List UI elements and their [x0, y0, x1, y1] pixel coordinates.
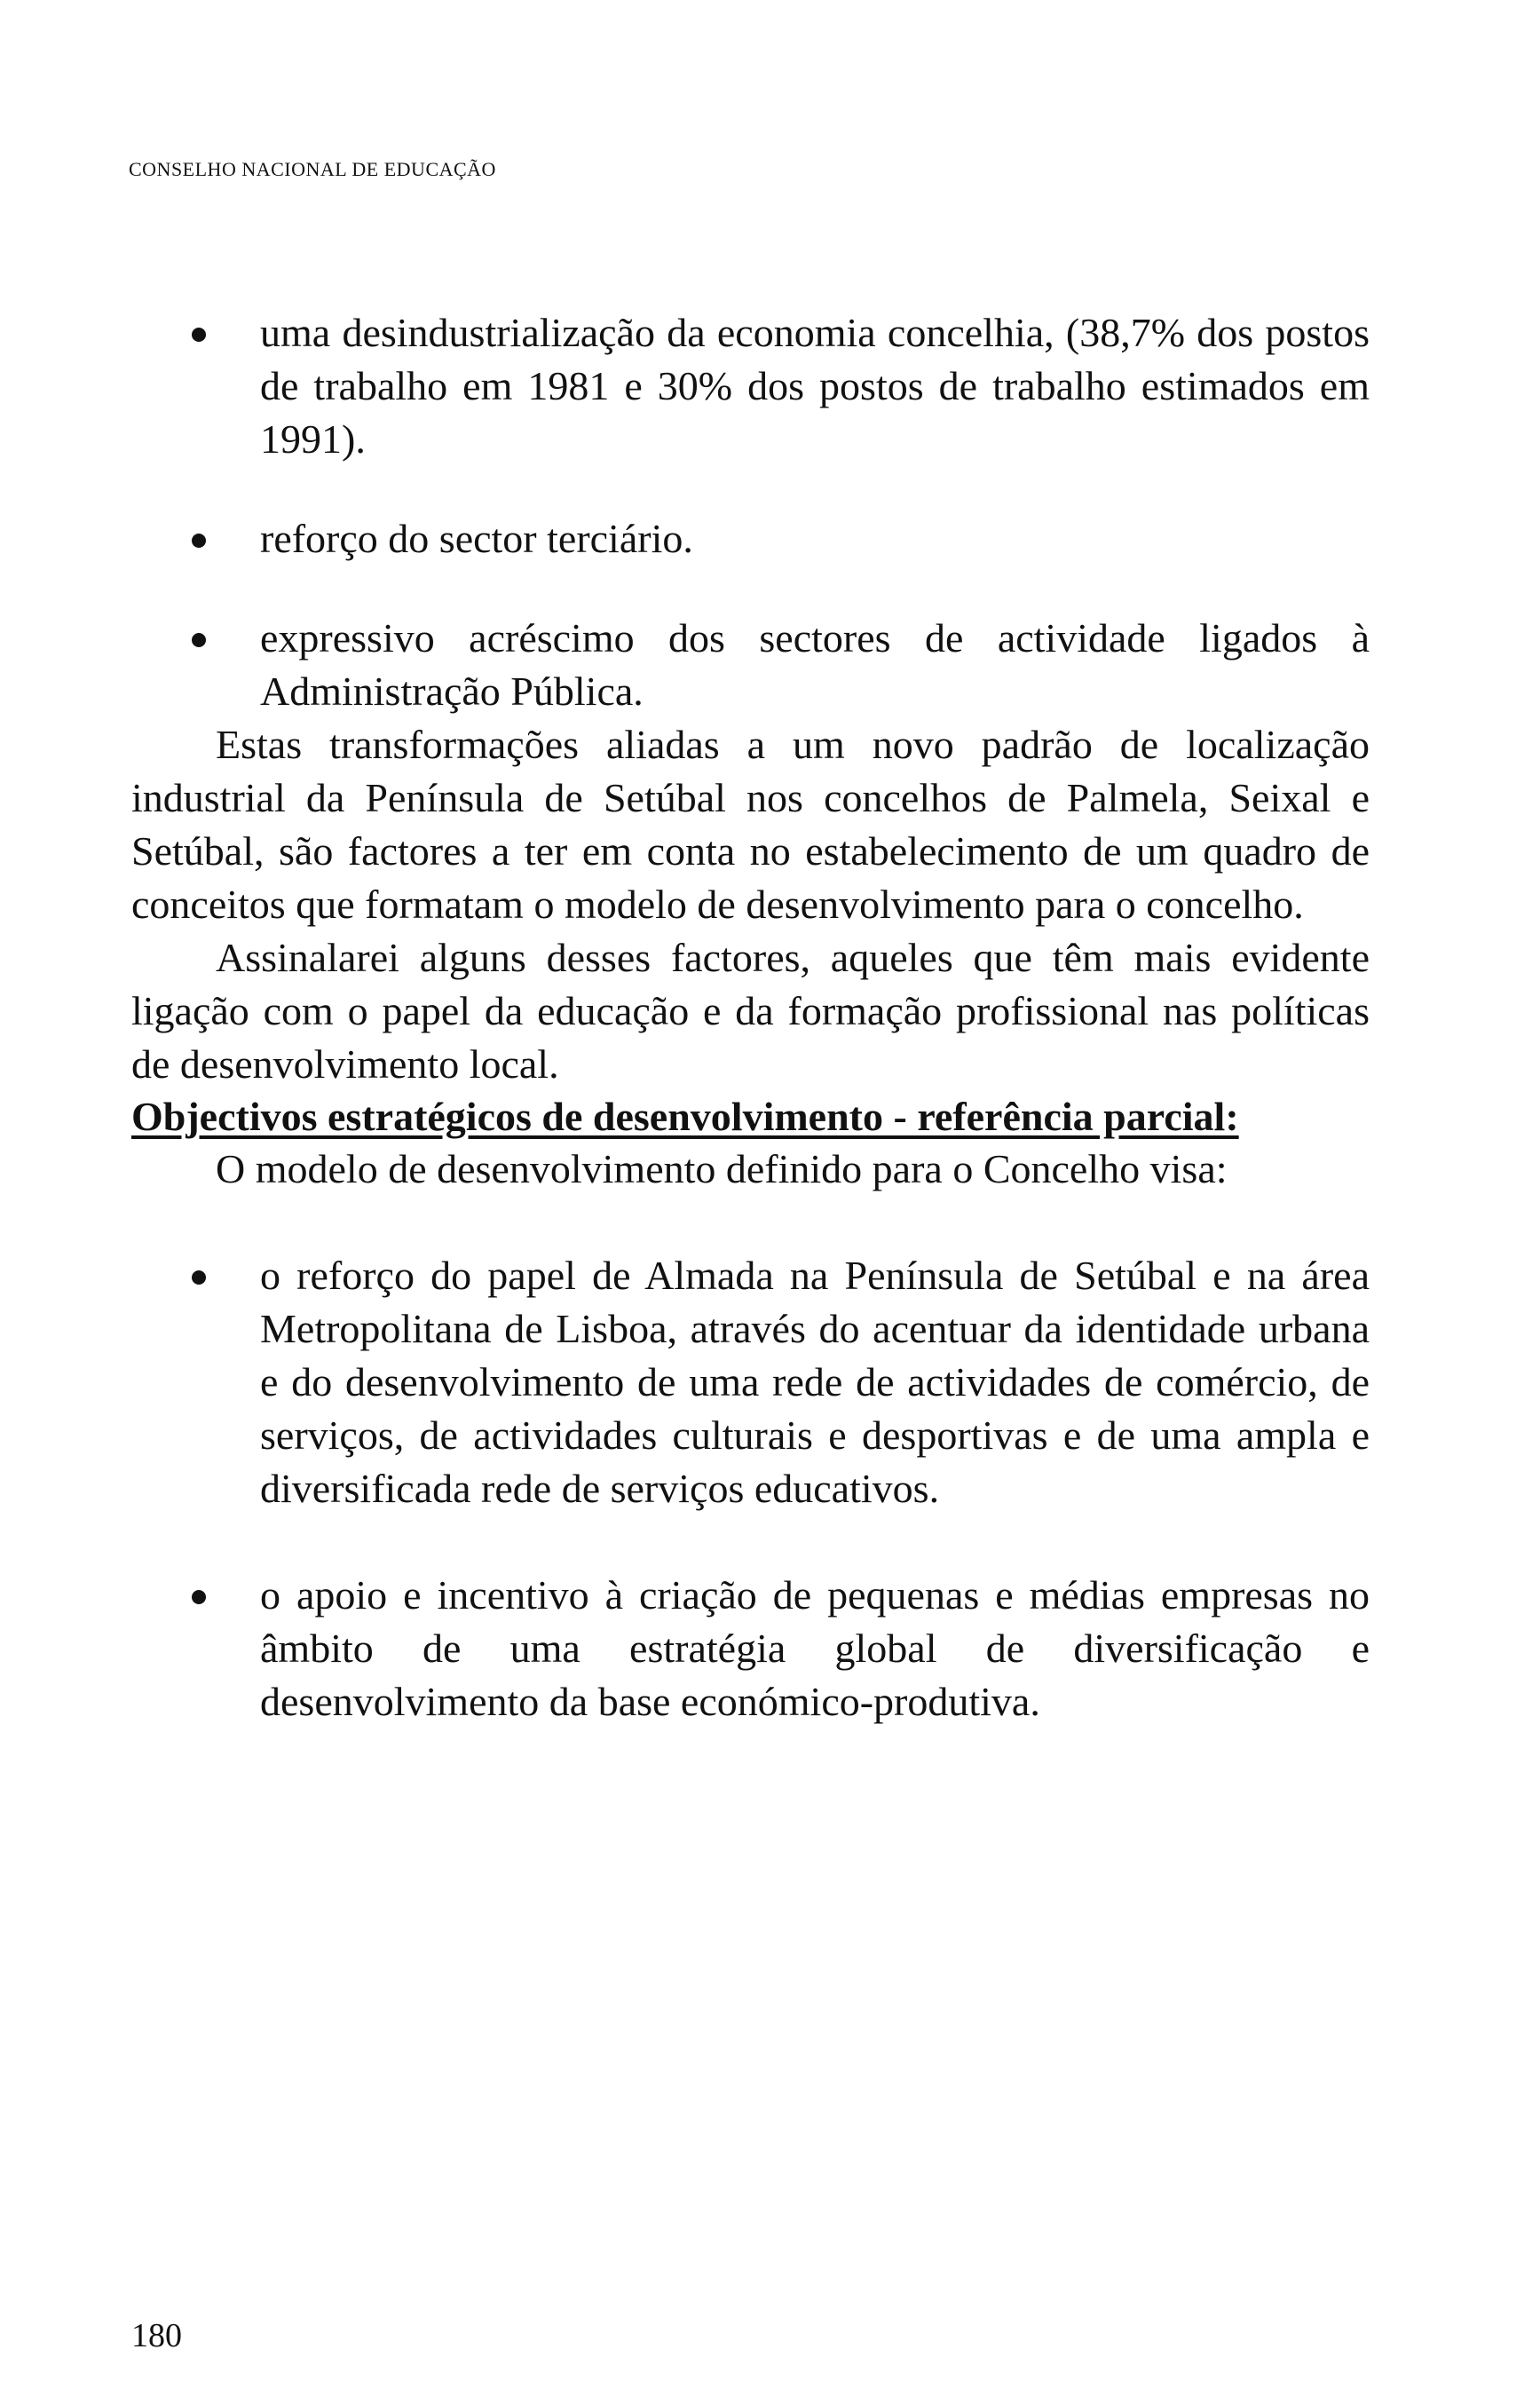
list-item-text: o apoio e incentivo à criação de pequenas e médias empresas no âmbito de uma estratégia global de diversificação e desenvolvimento da base económico-produtiva.: [260, 1572, 1370, 1724]
page-number: 180: [131, 2317, 182, 2354]
page-body: [131, 306, 1370, 1728]
bullet-icon: [192, 1270, 206, 1285]
list-item-text: uma desindustrialização da economia concelhia, (38,7% dos postos de trabalho em 1981 e 30% dos postos de trabalho estimados em 1991).: [260, 310, 1370, 462]
list-item: [131, 512, 1370, 566]
paragraph-transformations: Estas transformações aliadas a um novo padrão de localização industrial da Península de Setúbal nos concelhos de Palmela, Seixal e Setúbal, são factores a ter em conta no estabelecimento de um quadro de conceitos que formatam o modelo de desenvolvimento para o concelho.: [131, 722, 1370, 927]
list-item: [131, 306, 1370, 466]
paragraph-model-intro: O modelo de desenvolvimento definido para o Concelho visa:: [216, 1146, 1228, 1191]
bullet-icon: [192, 1590, 206, 1604]
list-item: [131, 612, 1370, 718]
bullet-list-economy: [131, 306, 1370, 718]
bullet-icon: [192, 534, 206, 548]
list-item-text: o reforço do papel de Almada na Península de Setúbal e na área Metropolitana de Lisboa, através do acentuar da identidade urbana e do desenvolvimento de uma rede de actividades de comércio, de serviços, de actividades culturais e desportivas e de uma ampla e diversificada rede de serviços educativos.: [260, 1253, 1370, 1511]
bullet-icon: [192, 633, 206, 647]
list-item: [131, 1569, 1370, 1728]
list-item: [131, 1249, 1370, 1515]
list-item-text: reforço do sector terciário.: [260, 516, 693, 561]
bullet-icon: [192, 328, 206, 342]
paragraph-factors: Assinalarei alguns desses factores, aqueles que têm mais evidente ligação com o papel da educação e da formação profissional nas políticas de desenvolvimento local.: [131, 935, 1370, 1087]
running-header: CONSELHO NACIONAL DE EDUCAÇÃO: [129, 158, 496, 180]
section-heading: Objectivos estratégicos de desenvolvimento - referência parcial:: [131, 1094, 1239, 1139]
list-item-text: expressivo acréscimo dos sectores de actividade ligados à Administração Pública.: [260, 615, 1370, 714]
bullet-list-objectives: [131, 1249, 1370, 1728]
